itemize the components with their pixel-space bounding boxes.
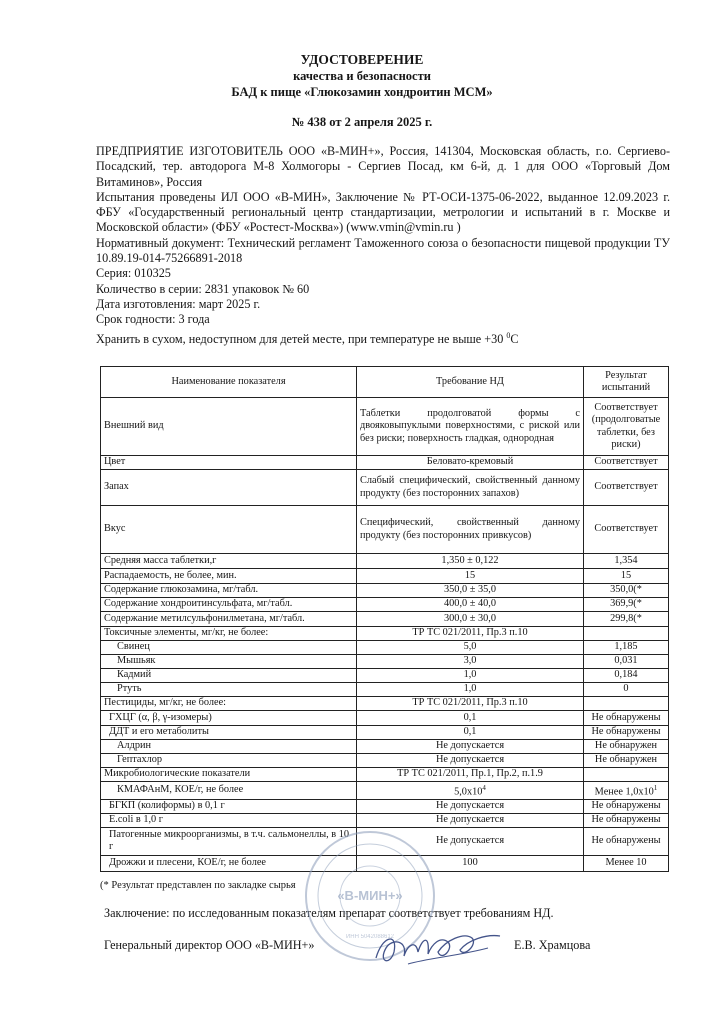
quantity-text: Количество в серии: 2831 упаковок № 60 [96, 281, 310, 296]
footnote: (* Результат представлен по закладке сырья [100, 880, 296, 891]
requirement-value: Беловато-кремовый [357, 456, 584, 470]
header-requirement: Требование НД [357, 367, 584, 398]
table-row [101, 584, 669, 598]
indicator-name: Дрожжи и плесени, КОЕ/г, не более [101, 855, 357, 871]
result-value: 15 [584, 569, 669, 584]
result-value: 0,031 [584, 655, 669, 669]
result-value: Не обнаружены [584, 711, 669, 726]
normative-text: Нормативный документ: Технический регламент Таможенного союза о безопасности пищевой продукции ТУ 10.89.19-014-75266891-2018 [96, 235, 670, 266]
table-row [101, 641, 669, 655]
table-row [101, 768, 669, 782]
spec-table-body [101, 398, 669, 872]
table-row [101, 754, 669, 768]
table-row [101, 569, 669, 584]
indicator-name: ДДТ и его метаболиты [101, 726, 357, 740]
table-row [101, 782, 669, 800]
result-value: Соответствует [584, 470, 669, 506]
indicator-name: E.coli в 1,0 г [101, 813, 357, 827]
table-row [101, 627, 669, 641]
doc-title: УДОСТОВЕРЕНИЕ [300, 52, 424, 67]
result-value: Соответствует [584, 506, 669, 554]
result-value: 369,9(* [584, 598, 669, 612]
requirement-value: Таблетки продолговатой формы с двояковыпуклыми поверхностями, с риской или без риски; поверхность гладкая, однородная [357, 398, 584, 456]
indicator-name: Средняя масса таблетки,г [101, 554, 357, 569]
result-value: 0 [584, 683, 669, 697]
requirement-value: 300,0 ± 30,0 [357, 612, 584, 627]
shelf-life-text: Срок годности: 3 года [96, 312, 210, 327]
indicator-name: Содержание хондроитинсульфата, мг/табл. [101, 598, 357, 612]
result-value [584, 768, 669, 782]
requirement-value: 5,0 [357, 641, 584, 655]
table-row [101, 655, 669, 669]
result-value: 1,354 [584, 554, 669, 569]
tests-text: Испытания проведены ИЛ ООО «В-МИН», Заключение № РТ-ОСИ-1375-06-2022, выданное 12.09.2023 г. ФБУ «Государственный региональный центр стандартизации, метрологии и испытаний в г. Москве и Московской области» (ФБУ «Ростест-Москва») (www.vmin@vmin.ru ) [96, 189, 670, 235]
indicator-name: Кадмий [101, 669, 357, 683]
result-value: 350,0(* [584, 584, 669, 598]
table-row [101, 683, 669, 697]
result-value: Не обнаружен [584, 740, 669, 754]
requirement-value: 1,0 [357, 669, 584, 683]
requirement-value: 15 [357, 569, 584, 584]
storage-text [96, 328, 670, 347]
director-position: Генеральный директор ООО «В-МИН+» [104, 938, 315, 952]
indicator-name: Содержание метилсульфонилметана, мг/табл. [101, 612, 357, 627]
doc-subtitle-1: качества и безопасности [293, 69, 431, 83]
indicator-name: ГХЦГ (α, β, γ-изомеры) [101, 711, 357, 726]
result-value [584, 627, 669, 641]
indicator-name: КМАФАнМ, КОЕ/г, не более [101, 782, 357, 800]
requirement-value: 0,1 [357, 726, 584, 740]
result-value: 1,185 [584, 641, 669, 655]
indicator-name: Пестициды, мг/кг, не более: [101, 697, 357, 711]
table-row [101, 398, 669, 456]
indicator-name: Алдрин [101, 740, 357, 754]
requirement-value: ТР ТС 021/2011, Пр.3 п.10 [357, 627, 584, 641]
doc-subtitle-2: БАД к пище «Глюкозамин хондроитин МСМ» [231, 85, 493, 99]
indicator-name: Патогенные микроорганизмы, в т.ч. сальмонеллы, в 10 г [101, 827, 357, 855]
info-block [96, 144, 670, 347]
result-value: Не обнаружены [584, 726, 669, 740]
indicator-name: Распадаемость, не более, мин. [101, 569, 357, 584]
result-value: Менее $1,0x10^1$ [584, 782, 669, 800]
storage-prefix: Хранить в сухом, недоступном для детей месте, при температуре не выше +30 [96, 331, 507, 346]
requirement-value: Не допускается [357, 813, 584, 827]
header-indicator: Наименование показателя [101, 367, 357, 398]
table-row [101, 697, 669, 711]
director-name: Е.В. Храмцова [514, 938, 591, 952]
indicator-name: Запах [101, 470, 357, 506]
result-value: Соответствует [584, 456, 669, 470]
table-row [101, 598, 669, 612]
table-row [101, 612, 669, 627]
requirement-value: 1,350 ± 0,122 [357, 554, 584, 569]
indicator-name: Токсичные элементы, мг/кг, не более: [101, 627, 357, 641]
table-row [101, 799, 669, 813]
result-value: Не обнаружены [584, 799, 669, 813]
result-value: Менее 10 [584, 855, 669, 871]
requirement-value: Не допускается [357, 740, 584, 754]
result-value: Соответствует (продолговатые таблетки, без риски) [584, 398, 669, 456]
requirement-value: Не допускается [357, 827, 584, 855]
requirement-value: 3,0 [357, 655, 584, 669]
result-value [584, 697, 669, 711]
requirement-value: ТР ТС 021/2011, Пр.1, Пр.2, п.1.9 [357, 768, 584, 782]
requirement-value: Слабый специфический, свойственный данному продукту (без посторонних запахов) [357, 470, 584, 506]
requirement-value: 350,0 ± 35,0 [357, 584, 584, 598]
director-signature [368, 918, 508, 978]
result-value: Не обнаружены [584, 813, 669, 827]
result-value: Не обнаружен [584, 754, 669, 768]
table-row [101, 506, 669, 554]
table-row [101, 669, 669, 683]
requirement-value: Не допускается [357, 799, 584, 813]
storage-degree: 0 [506, 330, 511, 340]
stamp-name: «В-МИН+» [337, 888, 403, 903]
table-row [101, 740, 669, 754]
table-row [101, 470, 669, 506]
table-row [101, 726, 669, 740]
table-row [101, 554, 669, 569]
indicator-name: Свинец [101, 641, 357, 655]
table-header-row [101, 367, 669, 398]
indicator-name: Ртуть [101, 683, 357, 697]
indicator-name: Мышьяк [101, 655, 357, 669]
requirement-value: 400,0 ± 40,0 [357, 598, 584, 612]
requirement-value: Специфический, свойственный данному продукту (без посторонних привкусов) [357, 506, 584, 554]
indicator-name: Цвет [101, 456, 357, 470]
result-value: Не обнаружены [584, 827, 669, 855]
indicator-name: Вкус [101, 506, 357, 554]
header-result: Результат испытаний [584, 367, 669, 398]
requirement-value: 0,1 [357, 711, 584, 726]
conclusion-text: Заключение: по исследованным показателям препарат соответствует требованиям НД. [104, 906, 554, 920]
requirement-value: 1,0 [357, 683, 584, 697]
spec-table [100, 366, 669, 872]
indicator-name: БГКП (колиформы) в 0,1 г [101, 799, 357, 813]
table-row [101, 711, 669, 726]
table-row [101, 456, 669, 470]
result-value: 299,8(* [584, 612, 669, 627]
result-value: 0,184 [584, 669, 669, 683]
indicator-name: Гептахлор [101, 754, 357, 768]
requirement-value: Не допускается [357, 754, 584, 768]
requirement-value: ТР ТС 021/2011, Пр.3 п.10 [357, 697, 584, 711]
manufacture-date-text: Дата изготовления: март 2025 г. [96, 296, 261, 311]
doc-number: № 438 от 2 апреля 2025 г. [291, 115, 433, 129]
indicator-name: Микробиологические показатели [101, 768, 357, 782]
storage-unit: С [510, 331, 519, 346]
indicator-name: Внешний вид [101, 398, 357, 456]
requirement-value: 100 [357, 855, 584, 871]
indicator-name: Содержание глюкозамина, мг/табл. [101, 584, 357, 598]
requirement-value: $5,0x10^4$ [357, 782, 584, 800]
manufacturer-text: ПРЕДПРИЯТИЕ ИЗГОТОВИТЕЛЬ ООО «В-МИН+», Россия, 141304, Московская область, г.о. Сергиево-Посадский, тер. автодорога М-8 Холмогоры - Сергиев Посад, км 6-й, д. 1 для ООО «Торговый Дом Витаминов», Россия [96, 144, 670, 189]
stamp-inn: ИНН 5042088612 [345, 934, 395, 940]
series-text: Серия: 010325 [96, 266, 171, 281]
